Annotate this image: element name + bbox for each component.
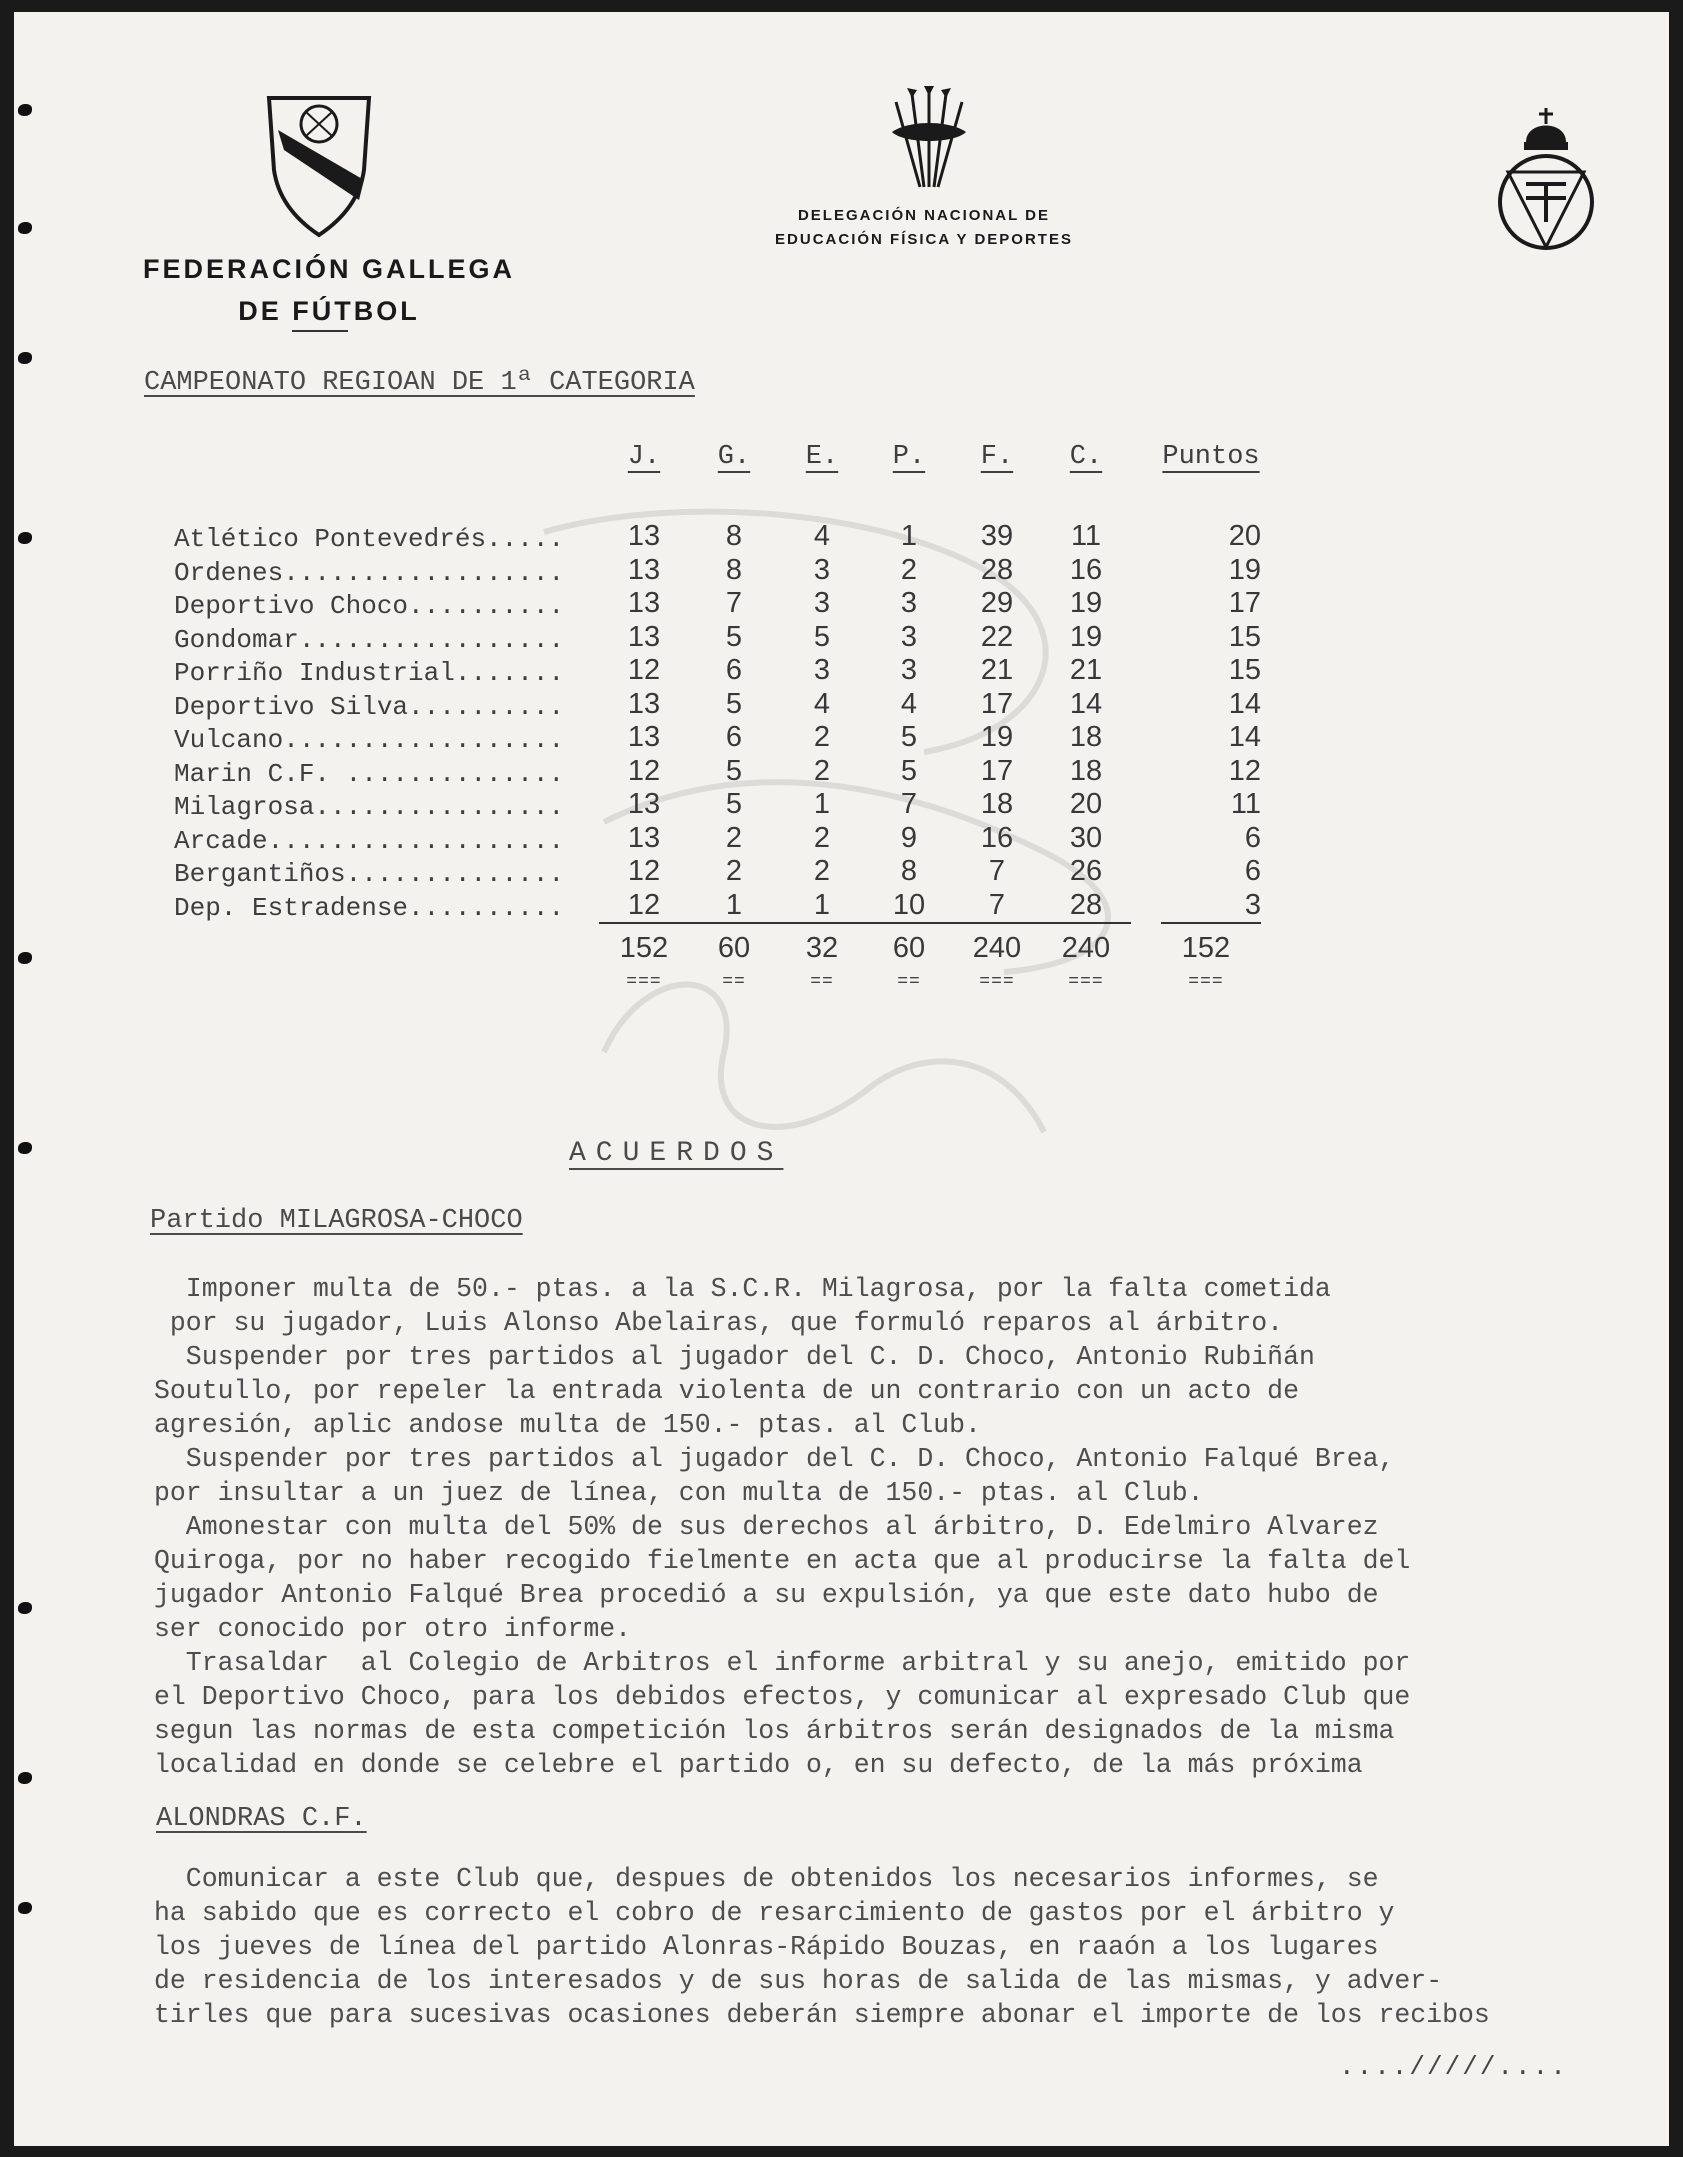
stat-cell: 3	[900, 620, 918, 653]
team-name: Porriño Industrial.......	[174, 658, 565, 688]
text-line: ser conocido por otro informe.	[154, 1614, 632, 1644]
text-line: por insultar a un juez de línea, con multa de 150.- ptas. al Club.	[154, 1478, 1204, 1508]
column-header: Puntos	[1162, 442, 1260, 472]
text-line: Quiroga, por no haber recogido fielmente en acta que al producirse la falta del	[154, 1546, 1411, 1576]
binder-hole	[18, 532, 32, 544]
continuation-mark: ..../////....	[1339, 2052, 1568, 2082]
stat-cell: 13	[627, 687, 661, 720]
stat-cell: 18	[1069, 721, 1103, 753]
total-underline: ===	[979, 972, 1015, 992]
text-line: jugador Antonio Falqué Brea procedió a su expulsión, ya que este dato hubo de	[154, 1580, 1379, 1610]
stat-cell: 12	[627, 855, 661, 887]
stat-cell: 28	[980, 553, 1014, 586]
team-name: Atlético Pontevedrés.....	[174, 524, 565, 554]
delegation-line1: DELEGACIÓN NACIONAL DE	[797, 207, 1051, 224]
stat-cell: 22	[980, 620, 1014, 653]
standings-table	[159, 442, 1309, 1002]
total-underline: ===	[1068, 972, 1104, 992]
stat-cell: 3	[900, 587, 918, 619]
federation-line2: DE FÚTBOL	[238, 296, 420, 326]
stat-cell: 13	[627, 620, 661, 653]
binder-hole	[18, 1772, 32, 1784]
stat-cell: 19	[1228, 553, 1261, 586]
binder-hole	[18, 104, 32, 116]
text-line: Soutullo, por repeler la entrada violenta de un contrario con un acto de	[154, 1376, 1299, 1406]
section-alondras-title: ALONDRAS C.F.	[156, 1804, 367, 1834]
total-underline: ==	[897, 972, 921, 992]
standings-title: CAMPEONATO REGIOAN DE 1ª CATEGORIA	[144, 368, 695, 398]
text-line: Suspender por tres partidos al jugador del C. D. Choco, Antonio Rubiñán	[154, 1342, 1315, 1372]
stat-cell: 3	[813, 654, 831, 686]
stat-cell: 13	[627, 520, 661, 552]
stat-cell: 2	[900, 553, 918, 586]
column-header: P.	[892, 442, 926, 472]
stat-cell: 7	[988, 855, 1006, 887]
stat-cell: 17	[1228, 587, 1261, 619]
stat-cell: 2	[725, 855, 743, 887]
stat-cell: 3	[813, 553, 831, 586]
stat-cell: 6	[1244, 855, 1261, 887]
team-name: Deportivo Choco..........	[174, 591, 565, 621]
stat-cell: 20	[1069, 788, 1103, 820]
delegation-line2: EDUCACIÓN FÍSICA Y DEPORTES	[775, 231, 1073, 248]
stat-cell: 2	[813, 754, 831, 787]
stat-cell: 17	[980, 754, 1014, 787]
stat-cell: 13	[627, 553, 661, 586]
stat-cell: 2	[725, 821, 743, 854]
stat-cell: 10	[864, 889, 954, 924]
text-line: localidad en donde se celebre el partido o, en su defecto, de la más próxima	[154, 1750, 1363, 1780]
binder-hole	[18, 1142, 32, 1154]
stat-cell: 28	[1041, 889, 1131, 924]
total-underline: ===	[1188, 972, 1224, 992]
stat-cell: 20	[1228, 520, 1261, 552]
total-underline: ===	[626, 972, 662, 992]
stat-cell: 5	[725, 788, 743, 820]
stat-cell: 6	[1244, 821, 1261, 854]
document-page	[14, 12, 1669, 2146]
stat-cell: 1	[900, 520, 918, 552]
text-line: el Deportivo Choco, para los debidos efectos, y comunicar al expresado Club que	[154, 1682, 1411, 1712]
text-line: Trasaldar al Colegio de Arbitros el informe arbitral y su anejo, emitido por	[154, 1648, 1411, 1678]
text-line: Comunicar a este Club que, despues de obtenidos los necesarios informes, se	[154, 1864, 1379, 1894]
stat-cell: 13	[627, 587, 661, 619]
stat-cell: 15	[1228, 654, 1261, 686]
stat-cell: 18	[1069, 754, 1103, 787]
stat-cell: 3	[813, 587, 831, 619]
stat-cell: 3	[900, 654, 918, 686]
stat-cell: 19	[980, 721, 1014, 753]
stat-cell: 3	[1161, 889, 1261, 924]
stat-cell: 19	[1069, 587, 1103, 619]
federation-name	[114, 248, 544, 332]
text-line: agresión, aplic andose multa de 150.- ptas. al Club.	[154, 1410, 981, 1440]
total-cell: 60	[717, 932, 751, 964]
text-line: por su jugador, Luis Alonso Abelairas, que formuló reparos al árbitro.	[154, 1308, 1284, 1338]
stat-cell: 14	[1228, 687, 1261, 720]
stat-cell: 4	[813, 520, 831, 552]
stat-cell: 11	[1070, 520, 1102, 552]
team-name: Bergantiños..............	[174, 859, 565, 889]
stat-cell: 12	[627, 754, 661, 787]
stat-cell: 21	[980, 654, 1014, 686]
column-header: F.	[980, 442, 1014, 472]
binder-hole	[18, 1602, 32, 1614]
stat-cell: 6	[725, 654, 743, 686]
column-header: E.	[805, 442, 839, 472]
yoke-and-arrows-emblem	[874, 82, 984, 202]
stat-cell: 21	[1069, 654, 1103, 686]
column-header: G.	[717, 442, 751, 472]
stat-cell: 5	[725, 620, 743, 653]
stat-cell: 7	[952, 889, 1042, 924]
delegation-name	[714, 204, 1134, 252]
text-line: segun las normas de esta competición los árbitros serán designados de la misma	[154, 1716, 1395, 1746]
stat-cell: 12	[627, 654, 661, 686]
stat-cell: 1	[689, 889, 779, 924]
federation-shield-logo	[264, 90, 374, 240]
total-underline: ==	[722, 972, 746, 992]
column-header: C.	[1069, 442, 1103, 472]
stat-cell: 11	[1230, 788, 1261, 820]
stat-cell: 2	[813, 855, 831, 887]
stat-cell: 14	[1228, 721, 1261, 753]
text-line: de residencia de los interesados y de sus horas de salida de las mismas, y adver-	[154, 1966, 1443, 1996]
stat-cell: 5	[725, 687, 743, 720]
stat-cell: 7	[725, 587, 743, 619]
stat-cell: 26	[1069, 855, 1103, 887]
stat-cell: 8	[725, 553, 743, 586]
text-line: tirles que para sucesivas ocasiones deberán siempre abonar el importe de los recibos	[154, 2000, 1490, 2030]
column-header: J.	[627, 442, 661, 472]
team-name: Deportivo Silva..........	[174, 691, 565, 722]
team-name: Marin C.F. ..............	[174, 758, 565, 789]
stat-cell: 1	[777, 889, 867, 924]
stat-cell: 8	[900, 855, 918, 887]
stat-cell: 16	[980, 821, 1014, 854]
text-line: los jueves de línea del partido Alonras-Rápido Bouzas, en raaón a los lugares	[154, 1932, 1379, 1962]
stat-cell: 5	[900, 721, 918, 753]
total-cell: 240	[1061, 932, 1111, 964]
stat-cell: 16	[1069, 553, 1103, 586]
stat-cell: 29	[980, 587, 1014, 619]
stat-cell: 19	[1069, 620, 1103, 653]
stat-cell: 15	[1228, 620, 1261, 653]
section-milagrosa-choco-title: Partido MILAGROSA-CHOCO	[150, 1206, 523, 1236]
stat-cell: 30	[1069, 821, 1103, 854]
binder-hole	[18, 1902, 32, 1914]
acuerdos-heading: ACUERDOS	[569, 1138, 784, 1169]
text-line: Amonestar con multa del 50% de sus derechos al árbitro, D. Edelmiro Alvarez	[154, 1512, 1379, 1542]
stat-cell: 13	[627, 721, 661, 753]
stat-cell: 17	[980, 687, 1014, 720]
text-line: Imponer multa de 50.- ptas. a la S.C.R. Milagrosa, por la falta cometida	[154, 1274, 1331, 1304]
stat-cell: 14	[1069, 687, 1103, 720]
text-line: ha sabido que es correcto el cobro de resarcimiento de gastos por el árbitro y	[154, 1898, 1395, 1928]
binder-hole	[18, 952, 32, 964]
stat-cell: 5	[813, 620, 831, 653]
stat-cell: 12	[599, 889, 689, 924]
binder-hole	[18, 352, 32, 364]
team-name: Ordenes..................	[174, 557, 565, 588]
stat-cell: 4	[813, 687, 831, 720]
team-name: Vulcano..................	[174, 725, 565, 755]
stat-cell: 13	[627, 821, 661, 854]
title-rule	[292, 330, 348, 332]
team-name: Arcade...................	[174, 825, 565, 856]
stat-cell: 5	[725, 754, 743, 787]
stat-cell: 6	[725, 721, 743, 753]
binder-hole	[18, 222, 32, 234]
total-underline: ==	[810, 972, 834, 992]
stat-cell: 12	[1228, 754, 1261, 787]
total-cell: 32	[805, 932, 839, 964]
team-name: Dep. Estradense..........	[174, 892, 565, 923]
stat-cell: 7	[900, 788, 918, 820]
total-cell: 240	[972, 932, 1022, 964]
stat-cell: 8	[725, 520, 743, 552]
stat-cell: 13	[627, 788, 661, 820]
federation-line1: FEDERACIÓN GALLEGA	[142, 254, 515, 284]
team-name: Gondomar.................	[174, 624, 565, 655]
stat-cell: 9	[900, 821, 918, 854]
total-cell: 152	[619, 932, 669, 964]
stat-cell: 18	[980, 788, 1014, 820]
stat-cell: 2	[813, 821, 831, 854]
text-line: Suspender por tres partidos al jugador del C. D. Choco, Antonio Falqué Brea,	[154, 1444, 1395, 1474]
spanish-federation-crest	[1486, 102, 1606, 262]
total-cell: 152	[1181, 932, 1231, 964]
total-cell: 60	[892, 932, 926, 964]
stat-cell: 5	[900, 754, 918, 787]
stat-cell: 2	[813, 721, 831, 753]
team-name: Milagrosa................	[174, 792, 565, 822]
stat-cell: 1	[813, 788, 831, 820]
stat-cell: 4	[900, 687, 918, 720]
stat-cell: 39	[980, 520, 1014, 552]
